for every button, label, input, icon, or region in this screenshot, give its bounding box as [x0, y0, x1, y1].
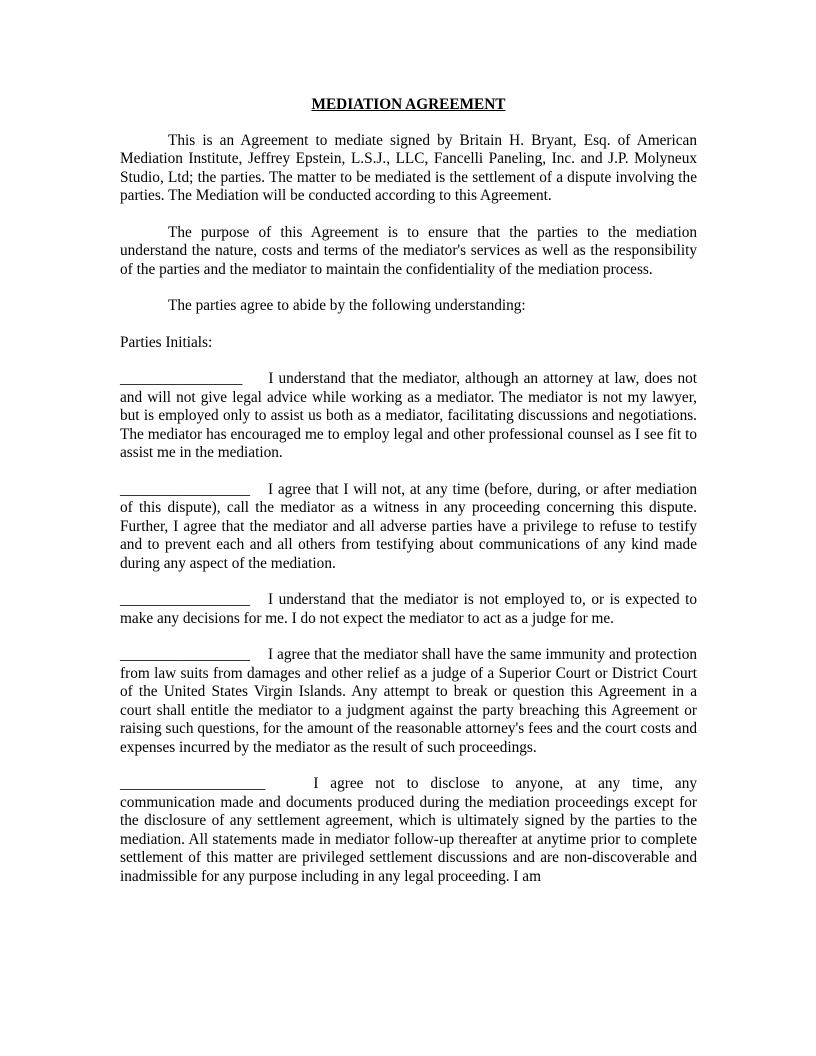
clause-text: I agree that I will not, at any time (before, during, or after mediation of this dispute), call the mediator as a witness in any proceeding concerning this dispute. Further, I agree that the mediator and all adverse parties have a privilege to refuse to testify and to prevent each and all others from testifying about communications of any kind made during any aspect of the mediation. [120, 480, 697, 572]
document-body [120, 96, 697, 904]
clause-immunity [120, 646, 697, 757]
initials-blank[interactable]: ________________ [120, 370, 243, 387]
clause-text: I agree not to disclose to anyone, at any time, any communication made and documents produced during the mediation proceedings except for the disclosure of any settlement agreement, which is ultimately signed by the parties to the mediation. All statements made in mediator follow-up thereafter at anytime prior to complete settlement of this matter are privileged settlement discussions and are non-discoverable and inadmissible for any purpose including in any legal proceeding. I am [120, 775, 697, 885]
intro-paragraph-purpose: The purpose of this Agreement is to ensure that the parties to the mediation understand the nature, costs and terms of the mediator's services as well as the responsibility of the parties and the mediator to maintain the confidentiality of the mediation process. [120, 223, 697, 278]
clause-legal-advice [120, 370, 697, 463]
initials-blank[interactable]: _________________ [120, 591, 251, 608]
initials-blank[interactable]: _________________ [120, 480, 251, 498]
clause-text: I understand that the mediator, although an attorney at law, does not and will not give legal advice while working as a mediator. The mediator is not my lawyer, but is employed only to assist us both as a mediator, facilitating discussions and negotiations. The mediator has encouraged me to employ legal and other professional counsel as I see fit to assist me in the mediation. [120, 370, 697, 461]
clause-confidentiality [120, 775, 697, 886]
initials-blank[interactable]: ___________________ [120, 775, 266, 792]
document-title: MEDIATION AGREEMENT [311, 96, 506, 113]
intro-paragraph-abide: The parties agree to abide by the following understanding: [168, 297, 526, 314]
initials-label: Parties Initials: [120, 333, 213, 351]
initials-blank[interactable]: _________________ [120, 646, 251, 663]
clause-witness [120, 481, 697, 574]
intro-paragraph-parties: This is an Agreement to mediate signed by Britain H. Bryant, Esq. of American Mediation Institute, Jeffrey Epstein, L.S.J., LLC, Fancelli Paneling, Inc. and J.P. Molyneux Studio, Ltd; the parties. The matter to be mediated is the settlement of a dispute involving the parties. The Mediation will be conducted according to this Agreement. [120, 131, 697, 204]
clause-no-decisions [120, 591, 697, 628]
clause-text: I understand that the mediator is not employed to, or is expected to make any decisions for me. I do not expect the mediator to act as a judge for me. [120, 591, 697, 627]
clause-text: I agree that the mediator shall have the same immunity and protection from law suits from damages and other relief as a judge of a Superior Court or District Court of the United States Virgin Islands. Any attempt to break or question this Agreement in a court shall entitle the mediator to a judgment against the party breaching this Agreement or raising such questions, for the amount of the reasonable attorney's fees and the court costs and expenses incurred by the mediator as the result of such proceedings. [120, 646, 697, 756]
